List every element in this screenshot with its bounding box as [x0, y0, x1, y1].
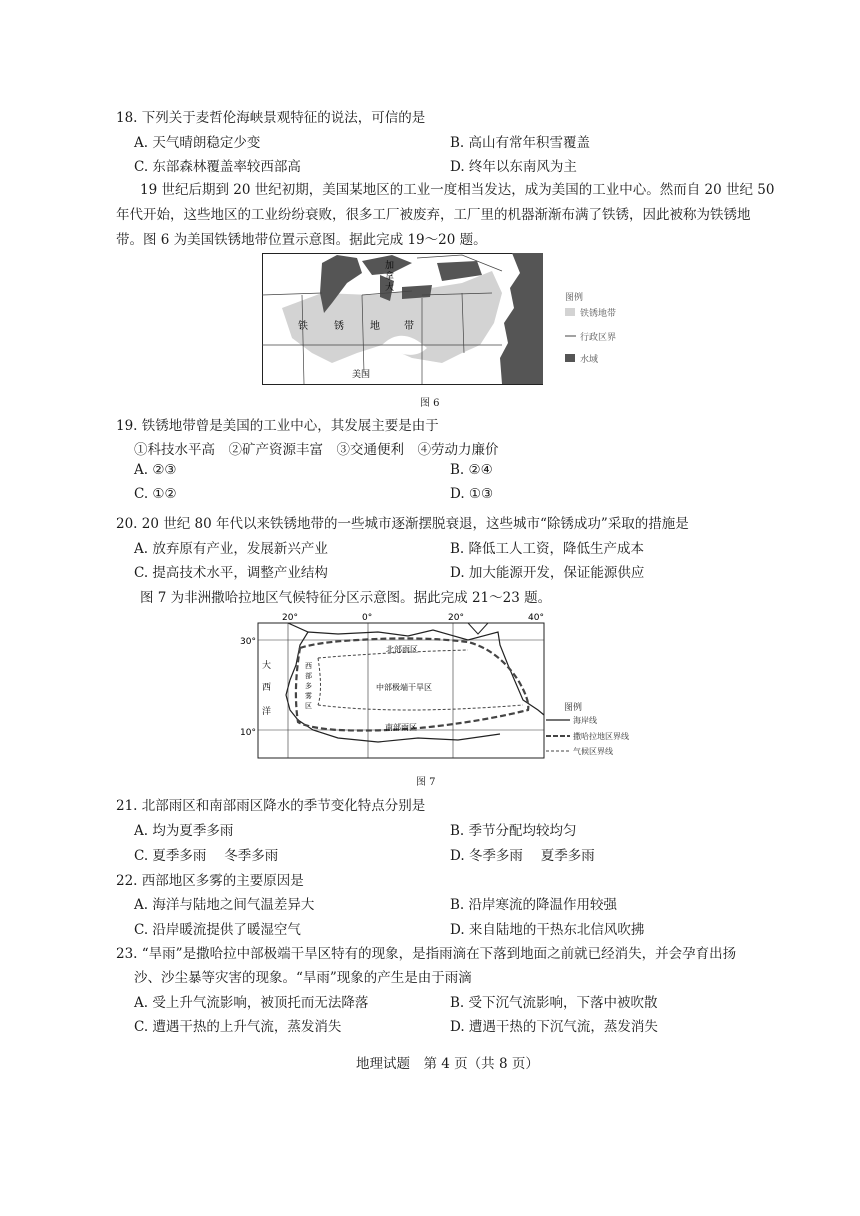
- belt-label-4: 带: [404, 321, 414, 332]
- q19-option-c: C. ①②: [134, 486, 177, 502]
- north-zone-label: 北部雨区: [386, 645, 418, 654]
- q20-option-b: B. 降低工人工资，降低生产成本: [450, 541, 645, 557]
- q23-option-a: A. 受上升气流影响，被顶托而无法降落: [134, 995, 369, 1011]
- q23-stem-line-2: 沙、沙尘暴等灾害的现象。“旱雨”现象的产生是由于雨滴: [134, 970, 472, 986]
- label-usa: 美国: [352, 370, 371, 380]
- legend-boundary: 行政区界: [580, 333, 617, 343]
- q19-option-d: D. ①③: [450, 486, 494, 502]
- figure-6-caption: 图 6: [420, 398, 440, 409]
- figure-7: [238, 610, 658, 770]
- figure-6: [262, 253, 642, 393]
- intro-sahara: 图 7 为非洲撒哈拉地区气候特征分区示意图。据此完成 21～23 题。: [140, 590, 552, 606]
- page-footer: 地理试题 第 4 页（共 8 页）: [356, 1056, 539, 1072]
- q21-option-d: D. 冬季多雨 夏季多雨: [450, 848, 595, 864]
- west-zone-1: 西: [305, 662, 312, 670]
- q20-option-d: D. 加大能源开发，保证能源供应: [450, 565, 645, 581]
- west-zone-5: 区: [305, 702, 312, 710]
- label-da: 大: [385, 283, 395, 293]
- q23-option-b: B. 受下沉气流影响，下落中被吹散: [450, 995, 658, 1011]
- label-na: 拿: [385, 272, 395, 282]
- intro-rust-belt: 19 世纪后期到 20 世纪初期，美国某地区的工业一度相当发达，成为美国的工业中心。然而自 20 世纪 50 年代开始，这些地区的工业纷纷衰败，很多工厂被废弃，工厂里的机器渐渐布满了铁锈，因此被称为铁锈地带。图 6 为美国铁锈地带位置示意图。据此完成 19～20 题。: [116, 182, 775, 248]
- q18-option-a: A. 天气晴朗稳定少变: [134, 135, 261, 151]
- belt-label-3: 地: [370, 321, 380, 332]
- lon-40e: 40°: [528, 613, 544, 623]
- sahara-map: [238, 610, 658, 770]
- q19-option-b: B. ②④: [450, 462, 493, 478]
- central-zone-label: 中部极端干旱区: [376, 683, 432, 692]
- rust-belt-map: [262, 253, 642, 393]
- q22-option-a: A. 海洋与陆地之间气温差异大: [134, 897, 315, 913]
- q20-stem: 20. 20 世纪 80 年代以来铁锈地带的一些城市逐渐摆脱衰退，这些城市“除锈成功”采取的措施是: [116, 516, 689, 532]
- q21-stem: 21. 北部雨区和南部雨区降水的季节变化特点分别是: [116, 798, 426, 814]
- q19-choices-line: ①科技水平高 ②矿产资源丰富 ③交通便利 ④劳动力廉价: [134, 442, 499, 458]
- q23-stem-line-1: 23. “旱雨”是撒哈拉中部极端干旱区特有的现象，是指雨滴在下落到地面之前就已经消失，并会孕育出扬: [116, 946, 737, 962]
- q22-option-c: C. 沿岸暖流提供了暖湿空气: [134, 922, 301, 938]
- west-zone-3: 多: [305, 682, 312, 690]
- q21-option-b: B. 季节分配均较均匀: [450, 823, 577, 839]
- q20-option-c: C. 提高技术水平，调整产业结构: [134, 565, 328, 581]
- ocean-label-2: 西: [262, 683, 272, 693]
- legend7-sahara: 撒哈拉地区界线: [573, 732, 629, 741]
- lat-10: 10°: [240, 728, 256, 738]
- legend-title: 图例: [565, 293, 584, 303]
- legend7-coast: 海岸线: [573, 716, 597, 725]
- legend-water: 水域: [580, 355, 599, 365]
- q18-option-c: C. 东部森林覆盖率较西部高: [134, 159, 301, 175]
- south-zone-label: 南部雨区: [385, 723, 417, 732]
- lat-30: 30°: [240, 637, 256, 647]
- ocean-label-1: 大: [262, 661, 272, 671]
- ocean-label-3: 洋: [262, 707, 272, 717]
- legend7-title: 图例: [564, 703, 583, 713]
- q18-option-d: D. 终年以东南风为主: [450, 159, 577, 175]
- q22-option-d: D. 来自陆地的干热东北信风吹拂: [450, 922, 645, 938]
- q18-stem: 18. 下列关于麦哲伦海峡景观特征的说法，可信的是: [116, 110, 426, 126]
- q23-option-c: C. 遭遇干热的上升气流，蒸发消失: [134, 1019, 342, 1035]
- q19-stem: 19. 铁锈地带曾是美国的工业中心，其发展主要是由于: [116, 418, 439, 434]
- belt-label-2: 锈: [334, 321, 344, 332]
- q22-stem: 22. 西部地区多雾的主要原因是: [116, 873, 304, 889]
- west-zone-2: 部: [305, 672, 312, 680]
- lon-20w: 20°: [282, 613, 298, 623]
- legend7-climate: 气候区界线: [573, 747, 613, 756]
- q21-option-c: C. 夏季多雨 冬季多雨: [134, 848, 279, 864]
- q23-option-d: D. 遭遇干热的下沉气流，蒸发消失: [450, 1019, 658, 1035]
- lon-20e: 20°: [448, 613, 464, 623]
- q22-option-b: B. 沿岸寒流的降温作用较强: [450, 897, 618, 913]
- lon-0: 0°: [362, 613, 373, 623]
- q19-option-a: A. ②③: [134, 462, 177, 478]
- west-zone-4: 雾: [305, 692, 312, 700]
- figure-7-caption: 图 7: [416, 777, 436, 788]
- q20-option-a: A. 放弃原有产业，发展新兴产业: [134, 541, 328, 557]
- belt-label-1: 铁: [298, 321, 308, 332]
- legend-belt: 铁锈地带: [580, 309, 617, 319]
- q18-option-b: B. 高山有常年积雪覆盖: [450, 135, 591, 151]
- q21-option-a: A. 均为夏季多雨: [134, 823, 234, 839]
- label-jia: 加: [385, 261, 395, 271]
